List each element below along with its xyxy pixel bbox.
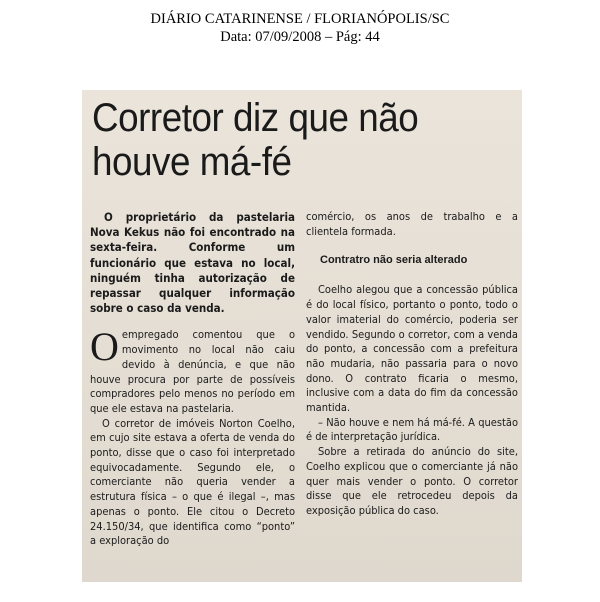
- article-paragraph: [90, 324, 295, 416]
- article-column-right: [306, 210, 518, 519]
- drop-cap: O: [90, 324, 119, 370]
- article-column-left: [90, 210, 295, 549]
- article-paragraph: Coelho alegou que a concessão pública é do local físico, portanto o ponto, todo o valor imaterial do comércio, poderia ser vendido. Segundo o corretor, com a venda do ponto, a concessão com a prefeitura não mudaria, não passaria para o novo dono. O contrato ficaria o mesmo, inclusive com a data do fim da concessão mantida.: [306, 283, 518, 415]
- article-paragraph: O corretor de imóveis Norton Coelho, em cujo site estava a oferta de venda do ponto, disse que o caso foi interpretado equivocadamente. Segundo ele, o comerciante não queria vender a estrutura física – o que é ilegal –, mas apenas o ponto. Ele citou o Decreto 24.150/34, que identifica como “ponto” a exploração do: [90, 416, 295, 548]
- article-paragraph: comércio, os anos de trabalho e a clientela formada.: [306, 210, 518, 238]
- page-header: [0, 10, 600, 46]
- article-paragraph: Sobre a retirada do anúncio do site, Coelho explicou que o comerciante já não quer mais vender o ponto. O corretor disse que ele retrocedeu depois da exposição pública do caso.: [306, 445, 518, 517]
- article-lead: O proprietário da pastelaria Nova Kekus não foi encontrado na sexta-feira. Conforme um funcionário que estava no local, ninguém tinha autorização de repassar qualquer informação sobre o caso da venda.: [90, 210, 295, 316]
- article-quote: – Não houve e nem há má-fé. A questão é de interpretação jurídica.: [306, 415, 518, 444]
- publication-line: DIÁRIO CATARINENSE / FLORIANÓPOLIS/SC: [150, 11, 450, 27]
- article-headline: Corretor diz que não houve má-fé: [92, 96, 419, 184]
- paragraph-text: empregado comentou que o movimento no local não caiu devido à denúncia, e que não houve procura por parte de possíveis compradores pelo menos no período em que ele estava na pastelaria.: [90, 328, 295, 415]
- date-page-line: Data: 07/09/2008 – Pág: 44: [220, 29, 380, 45]
- newspaper-clipping: [82, 90, 522, 582]
- article-subhead: Contratro não seria alterado: [320, 254, 468, 267]
